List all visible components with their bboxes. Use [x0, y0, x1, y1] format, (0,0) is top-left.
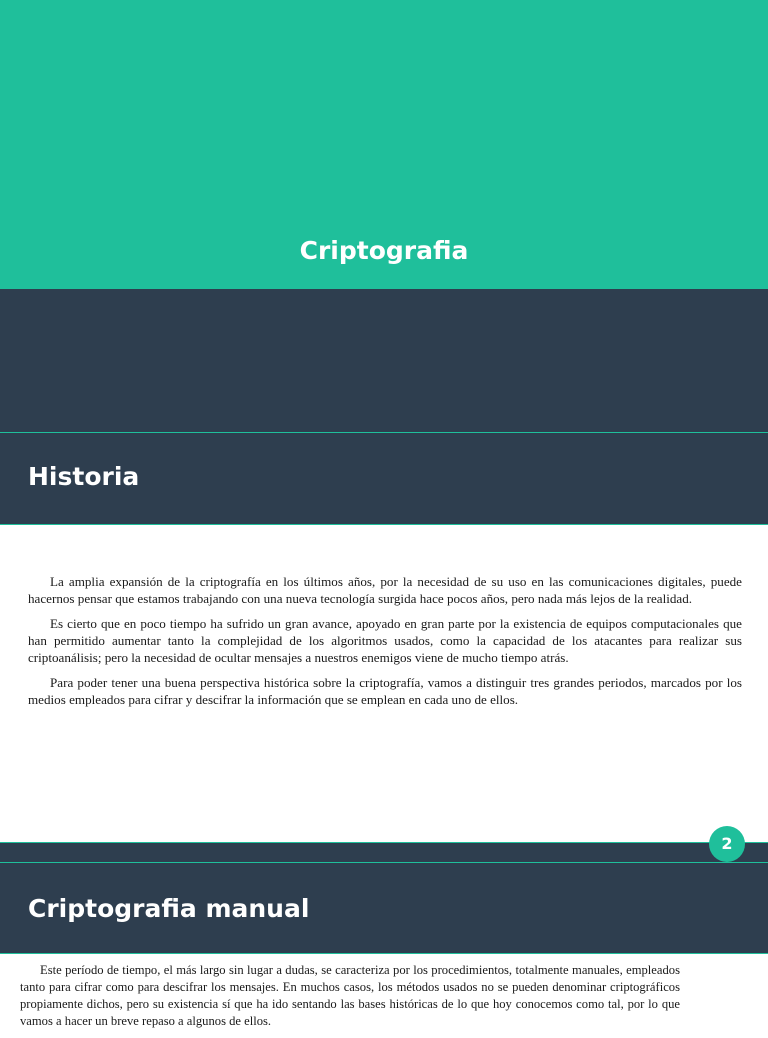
page-number-badge: 2	[709, 826, 745, 862]
historia-text-block	[28, 573, 742, 716]
paragraph: La amplia expansión de la criptografía en los últimos años, por la necesidad de su uso en las comunicaciones digitales, puede hacernos pensar que estamos trabajando con una nueva tecnología surgida hace pocos años, pero nada más lejos de la realidad.	[28, 574, 742, 606]
paragraph: Es cierto que en poco tiempo ha sufrido un gran avance, apoyado en gran parte por la existencia de equipos computacionales que han permitido aumentar tanto la complejidad de los algoritmos usados, como la capacidad de los atacantes para realizar sus criptoanálisis; pero la necesidad de ocultar mensajes a nuestros enemigos viene de mucho tiempo atrás.	[28, 616, 742, 665]
slide-title: Historia	[28, 462, 140, 491]
slide-header-criptografia-manual	[0, 862, 768, 954]
slide-title: Criptografia manual	[28, 894, 310, 923]
paragraph: Para poder tener una buena perspectiva histórica sobre la criptografía, vamos a distinguir tres grandes periodos, marcados por los medios empleados para cifrar y descifrar la información que se emplean en cada uno de ellos.	[28, 675, 742, 707]
cover-slide	[0, 0, 768, 289]
slide-header-historia	[0, 432, 768, 525]
cover-dark-band	[0, 289, 768, 432]
manual-text-block	[20, 962, 680, 1038]
slide-divider-bar	[0, 842, 768, 862]
cover-title: Criptografia	[299, 236, 469, 265]
paragraph: Este período de tiempo, el más largo sin lugar a dudas, se caracteriza por los procedimientos, totalmente manuales, empleados tanto para cifrar como para descifrar los mensajes. En muchos casos, los métodos usados no se pueden denominar criptográficos propiamente dichos, pero su existencia sí que ha ido sentando las bases históricas de lo que hoy conocemos como tal, por lo que vamos a hacer un breve repaso a algunos de ellos.	[20, 963, 680, 1028]
